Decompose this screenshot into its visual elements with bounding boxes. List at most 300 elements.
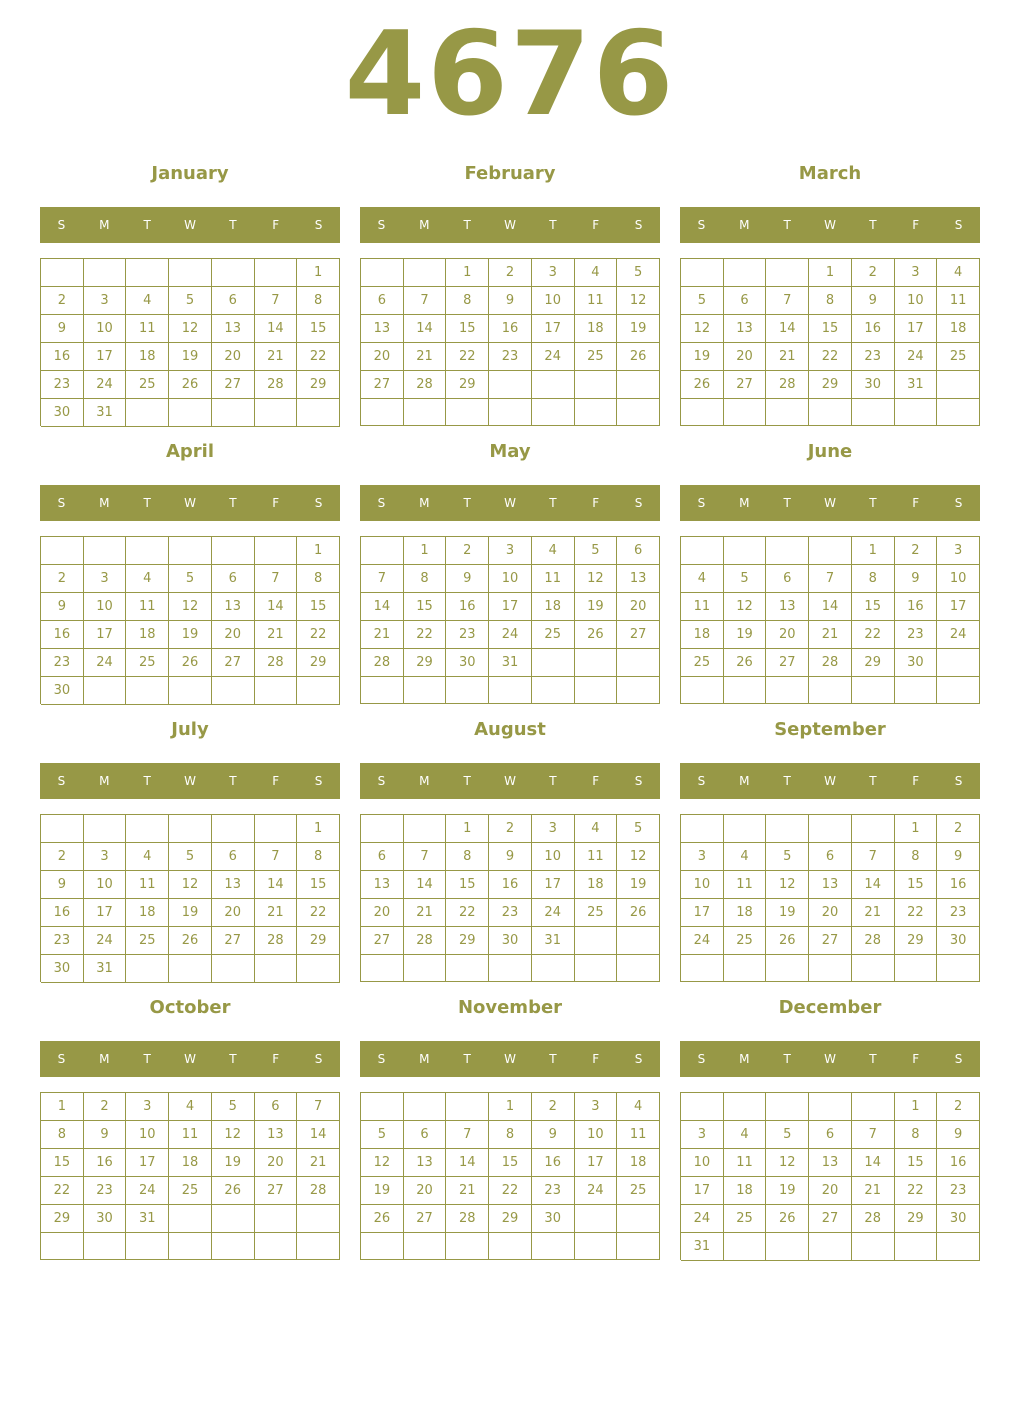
day-cell: 6 xyxy=(404,1121,447,1149)
empty-cell xyxy=(84,1233,127,1260)
day-cell: 25 xyxy=(532,621,575,649)
day-cell: 20 xyxy=(724,343,767,371)
weekday-label: S xyxy=(377,496,386,510)
day-cell: 3 xyxy=(532,259,575,287)
day-cell: 26 xyxy=(766,1205,809,1233)
weekday-header xyxy=(360,485,660,521)
weekday-label: S xyxy=(697,1052,706,1066)
day-cell: 14 xyxy=(852,1149,895,1177)
day-cell: 2 xyxy=(937,815,980,843)
day-cell: 15 xyxy=(297,593,340,621)
weekday-label: F xyxy=(272,496,280,510)
day-cell: 25 xyxy=(575,343,618,371)
empty-cell xyxy=(532,677,575,704)
day-cell: 10 xyxy=(489,565,532,593)
day-cell: 15 xyxy=(809,315,852,343)
empty-cell xyxy=(297,1205,340,1233)
day-cell: 6 xyxy=(212,565,255,593)
empty-cell xyxy=(212,815,255,843)
empty-cell xyxy=(361,815,404,843)
day-cell: 11 xyxy=(617,1121,660,1149)
day-cell: 8 xyxy=(404,565,447,593)
day-cell: 28 xyxy=(809,649,852,677)
day-cell: 13 xyxy=(361,315,404,343)
day-cell: 24 xyxy=(532,343,575,371)
day-cell: 10 xyxy=(681,871,724,899)
day-grid xyxy=(40,1092,340,1260)
day-cell: 19 xyxy=(681,343,724,371)
day-cell: 4 xyxy=(575,259,618,287)
day-cell: 30 xyxy=(41,677,84,705)
weekday-label: S xyxy=(57,496,66,510)
day-cell: 22 xyxy=(41,1177,84,1205)
day-cell: 25 xyxy=(126,371,169,399)
day-cell: 24 xyxy=(575,1177,618,1205)
day-cell: 31 xyxy=(84,955,127,983)
weekday-header xyxy=(40,1041,340,1077)
day-cell: 18 xyxy=(126,621,169,649)
day-cell: 16 xyxy=(895,593,938,621)
empty-cell xyxy=(404,955,447,982)
empty-cell xyxy=(852,1233,895,1261)
empty-cell xyxy=(575,649,618,677)
day-cell: 28 xyxy=(852,1205,895,1233)
empty-cell xyxy=(724,1093,767,1121)
empty-cell xyxy=(255,1233,298,1260)
day-cell: 21 xyxy=(361,621,404,649)
empty-cell xyxy=(852,677,895,704)
day-cell: 4 xyxy=(681,565,724,593)
empty-cell xyxy=(852,815,895,843)
day-cell: 9 xyxy=(489,843,532,871)
weekday-label: F xyxy=(272,1052,280,1066)
day-cell: 24 xyxy=(84,371,127,399)
day-cell: 6 xyxy=(361,843,404,871)
day-cell: 4 xyxy=(126,287,169,315)
weekday-label: M xyxy=(739,218,750,232)
empty-cell xyxy=(361,537,404,565)
day-cell: 26 xyxy=(617,899,660,927)
empty-cell xyxy=(532,399,575,426)
day-cell: 11 xyxy=(937,287,980,315)
day-cell: 30 xyxy=(895,649,938,677)
day-cell: 27 xyxy=(724,371,767,399)
day-cell: 7 xyxy=(852,1121,895,1149)
day-cell: 17 xyxy=(84,899,127,927)
day-cell: 21 xyxy=(852,1177,895,1205)
day-cell: 25 xyxy=(169,1177,212,1205)
empty-cell xyxy=(212,399,255,427)
empty-cell xyxy=(895,399,938,426)
weekday-label: W xyxy=(504,774,516,788)
day-cell: 2 xyxy=(446,537,489,565)
day-cell: 2 xyxy=(84,1093,127,1121)
day-cell: 19 xyxy=(766,899,809,927)
weekday-label: S xyxy=(634,496,643,510)
day-cell: 8 xyxy=(489,1121,532,1149)
day-cell: 4 xyxy=(126,565,169,593)
day-cell: 21 xyxy=(809,621,852,649)
day-cell: 30 xyxy=(937,927,980,955)
day-cell: 4 xyxy=(724,843,767,871)
weekday-label: S xyxy=(634,774,643,788)
day-cell: 23 xyxy=(41,371,84,399)
month-name: June xyxy=(807,441,853,462)
day-cell: 20 xyxy=(212,621,255,649)
day-cell: 18 xyxy=(724,1177,767,1205)
day-cell: 8 xyxy=(895,1121,938,1149)
day-cell: 5 xyxy=(681,287,724,315)
day-cell: 25 xyxy=(126,649,169,677)
day-cell: 13 xyxy=(809,1149,852,1177)
day-cell: 30 xyxy=(41,399,84,427)
weekday-label: T xyxy=(463,496,471,510)
weekday-label: S xyxy=(57,1052,66,1066)
day-grid xyxy=(360,814,660,982)
day-cell: 31 xyxy=(895,371,938,399)
day-cell: 14 xyxy=(297,1121,340,1149)
day-cell: 16 xyxy=(532,1149,575,1177)
weekday-label: T xyxy=(869,1052,877,1066)
day-cell: 3 xyxy=(575,1093,618,1121)
empty-cell xyxy=(937,649,980,677)
day-cell: 19 xyxy=(361,1177,404,1205)
weekday-label: T xyxy=(143,774,151,788)
day-cell: 11 xyxy=(126,315,169,343)
empty-cell xyxy=(446,677,489,704)
day-cell: 28 xyxy=(255,371,298,399)
day-cell: 24 xyxy=(532,899,575,927)
weekday-label: T xyxy=(143,1052,151,1066)
empty-cell xyxy=(489,399,532,426)
empty-cell xyxy=(575,399,618,426)
day-cell: 18 xyxy=(126,899,169,927)
empty-cell xyxy=(126,677,169,705)
empty-cell xyxy=(809,537,852,565)
weekday-header xyxy=(360,207,660,243)
weekday-label: F xyxy=(592,496,600,510)
day-cell: 20 xyxy=(361,899,404,927)
empty-cell xyxy=(575,677,618,704)
day-cell: 1 xyxy=(852,537,895,565)
day-cell: 19 xyxy=(212,1149,255,1177)
day-cell: 22 xyxy=(446,899,489,927)
day-cell: 12 xyxy=(766,871,809,899)
day-cell: 26 xyxy=(169,649,212,677)
weekday-header xyxy=(680,1041,980,1077)
day-cell: 7 xyxy=(361,565,404,593)
day-cell: 14 xyxy=(809,593,852,621)
empty-cell xyxy=(361,677,404,704)
empty-cell xyxy=(212,955,255,983)
weekday-label: T xyxy=(869,496,877,510)
weekday-label: W xyxy=(184,218,196,232)
empty-cell xyxy=(404,259,447,287)
day-cell: 18 xyxy=(575,315,618,343)
empty-cell xyxy=(255,815,298,843)
day-cell: 29 xyxy=(297,371,340,399)
day-cell: 6 xyxy=(724,287,767,315)
day-grid xyxy=(360,258,660,426)
empty-cell xyxy=(41,1233,84,1260)
weekday-label: T xyxy=(463,774,471,788)
day-cell: 26 xyxy=(169,927,212,955)
day-cell: 30 xyxy=(532,1205,575,1233)
empty-cell xyxy=(212,1233,255,1260)
empty-cell xyxy=(766,399,809,426)
empty-cell xyxy=(895,955,938,982)
weekday-label: W xyxy=(824,496,836,510)
day-cell: 2 xyxy=(532,1093,575,1121)
day-cell: 8 xyxy=(297,287,340,315)
day-cell: 27 xyxy=(404,1205,447,1233)
day-grid xyxy=(360,536,660,704)
empty-cell xyxy=(297,1233,340,1260)
day-cell: 27 xyxy=(361,927,404,955)
weekday-label: T xyxy=(229,218,237,232)
day-cell: 12 xyxy=(169,871,212,899)
day-cell: 28 xyxy=(361,649,404,677)
day-cell: 2 xyxy=(41,565,84,593)
empty-cell xyxy=(766,1093,809,1121)
day-cell: 27 xyxy=(617,621,660,649)
month-name: February xyxy=(464,163,556,184)
day-cell: 22 xyxy=(446,343,489,371)
weekday-label: S xyxy=(954,218,963,232)
day-cell: 27 xyxy=(212,927,255,955)
empty-cell xyxy=(681,955,724,982)
month-name: April xyxy=(165,441,215,462)
weekday-label: F xyxy=(592,774,600,788)
day-cell: 29 xyxy=(809,371,852,399)
weekday-label: S xyxy=(314,496,323,510)
weekday-label: M xyxy=(419,774,430,788)
weekday-header xyxy=(680,207,980,243)
empty-cell xyxy=(212,537,255,565)
empty-cell xyxy=(532,1233,575,1260)
weekday-header xyxy=(40,763,340,799)
day-cell: 6 xyxy=(766,565,809,593)
day-cell: 12 xyxy=(617,843,660,871)
empty-cell xyxy=(617,649,660,677)
day-cell: 21 xyxy=(446,1177,489,1205)
day-cell: 11 xyxy=(575,843,618,871)
empty-cell xyxy=(255,955,298,983)
day-cell: 7 xyxy=(255,565,298,593)
weekday-label: S xyxy=(377,218,386,232)
day-cell: 1 xyxy=(895,1093,938,1121)
day-cell: 9 xyxy=(41,871,84,899)
day-cell: 1 xyxy=(446,259,489,287)
day-cell: 13 xyxy=(212,593,255,621)
weekday-label: M xyxy=(99,774,110,788)
day-cell: 11 xyxy=(169,1121,212,1149)
day-cell: 9 xyxy=(489,287,532,315)
weekday-label: S xyxy=(634,218,643,232)
day-cell: 7 xyxy=(297,1093,340,1121)
weekday-label: T xyxy=(229,496,237,510)
weekday-label: T xyxy=(143,496,151,510)
day-cell: 30 xyxy=(446,649,489,677)
day-cell: 14 xyxy=(361,593,404,621)
empty-cell xyxy=(724,537,767,565)
day-cell: 14 xyxy=(446,1149,489,1177)
empty-cell xyxy=(575,955,618,982)
day-cell: 12 xyxy=(169,593,212,621)
day-cell: 9 xyxy=(446,565,489,593)
empty-cell xyxy=(681,1093,724,1121)
empty-cell xyxy=(169,537,212,565)
weekday-label: T xyxy=(229,1052,237,1066)
weekday-label: W xyxy=(504,1052,516,1066)
day-cell: 15 xyxy=(404,593,447,621)
day-cell: 28 xyxy=(446,1205,489,1233)
day-cell: 9 xyxy=(895,565,938,593)
empty-cell xyxy=(937,399,980,426)
day-cell: 12 xyxy=(766,1149,809,1177)
day-cell: 22 xyxy=(297,899,340,927)
empty-cell xyxy=(404,1233,447,1260)
day-cell: 2 xyxy=(489,259,532,287)
empty-cell xyxy=(852,1093,895,1121)
day-cell: 2 xyxy=(852,259,895,287)
day-cell: 10 xyxy=(84,871,127,899)
empty-cell xyxy=(724,259,767,287)
day-cell: 30 xyxy=(937,1205,980,1233)
empty-cell xyxy=(212,1205,255,1233)
weekday-label: S xyxy=(377,774,386,788)
day-cell: 9 xyxy=(852,287,895,315)
empty-cell xyxy=(724,1233,767,1261)
day-cell: 26 xyxy=(361,1205,404,1233)
day-cell: 2 xyxy=(489,815,532,843)
weekday-label: T xyxy=(549,496,557,510)
day-cell: 6 xyxy=(212,843,255,871)
day-cell: 28 xyxy=(404,927,447,955)
day-cell: 15 xyxy=(852,593,895,621)
weekday-label: T xyxy=(869,774,877,788)
empty-cell xyxy=(255,677,298,705)
day-cell: 5 xyxy=(724,565,767,593)
day-cell: 14 xyxy=(404,315,447,343)
day-cell: 18 xyxy=(681,621,724,649)
empty-cell xyxy=(766,677,809,704)
month-name: March xyxy=(798,163,862,184)
day-cell: 28 xyxy=(255,927,298,955)
day-cell: 9 xyxy=(41,593,84,621)
empty-cell xyxy=(297,677,340,705)
empty-cell xyxy=(212,259,255,287)
day-cell: 11 xyxy=(724,1149,767,1177)
day-cell: 17 xyxy=(489,593,532,621)
day-cell: 31 xyxy=(532,927,575,955)
day-cell: 4 xyxy=(169,1093,212,1121)
weekday-label: F xyxy=(272,774,280,788)
weekday-label: S xyxy=(314,218,323,232)
empty-cell xyxy=(681,399,724,426)
day-cell: 19 xyxy=(617,871,660,899)
day-cell: 12 xyxy=(681,315,724,343)
empty-cell xyxy=(575,1233,618,1260)
empty-cell xyxy=(809,677,852,704)
day-cell: 11 xyxy=(724,871,767,899)
day-cell: 26 xyxy=(724,649,767,677)
day-cell: 27 xyxy=(212,649,255,677)
day-cell: 1 xyxy=(809,259,852,287)
weekday-label: W xyxy=(824,218,836,232)
weekday-header xyxy=(360,763,660,799)
day-cell: 29 xyxy=(852,649,895,677)
day-cell: 16 xyxy=(937,1149,980,1177)
day-cell: 4 xyxy=(617,1093,660,1121)
day-cell: 15 xyxy=(297,315,340,343)
day-grid xyxy=(680,536,980,704)
empty-cell xyxy=(852,955,895,982)
day-cell: 6 xyxy=(212,287,255,315)
weekday-label: S xyxy=(954,1052,963,1066)
day-cell: 5 xyxy=(361,1121,404,1149)
day-cell: 15 xyxy=(297,871,340,899)
day-cell: 17 xyxy=(575,1149,618,1177)
day-cell: 18 xyxy=(575,871,618,899)
day-cell: 23 xyxy=(84,1177,127,1205)
weekday-label: S xyxy=(697,774,706,788)
empty-cell xyxy=(766,259,809,287)
weekday-label: T xyxy=(783,218,791,232)
weekday-label: F xyxy=(592,1052,600,1066)
day-cell: 19 xyxy=(617,315,660,343)
day-cell: 6 xyxy=(809,843,852,871)
empty-cell xyxy=(532,955,575,982)
day-cell: 4 xyxy=(724,1121,767,1149)
weekday-label: M xyxy=(419,1052,430,1066)
day-cell: 24 xyxy=(937,621,980,649)
empty-cell xyxy=(84,815,127,843)
weekday-label: F xyxy=(912,496,920,510)
empty-cell xyxy=(84,259,127,287)
weekday-label: S xyxy=(634,1052,643,1066)
weekday-label: T xyxy=(549,218,557,232)
day-cell: 19 xyxy=(724,621,767,649)
day-cell: 8 xyxy=(41,1121,84,1149)
day-cell: 31 xyxy=(84,399,127,427)
day-cell: 3 xyxy=(126,1093,169,1121)
empty-cell xyxy=(169,259,212,287)
empty-cell xyxy=(169,1205,212,1233)
weekday-label: T xyxy=(229,774,237,788)
day-cell: 1 xyxy=(446,815,489,843)
empty-cell xyxy=(809,815,852,843)
day-grid xyxy=(680,258,980,426)
day-cell: 3 xyxy=(895,259,938,287)
day-cell: 29 xyxy=(297,649,340,677)
day-cell: 9 xyxy=(937,1121,980,1149)
empty-cell xyxy=(617,927,660,955)
day-cell: 23 xyxy=(532,1177,575,1205)
day-cell: 15 xyxy=(41,1149,84,1177)
day-cell: 12 xyxy=(212,1121,255,1149)
day-cell: 12 xyxy=(361,1149,404,1177)
day-cell: 12 xyxy=(724,593,767,621)
empty-cell xyxy=(297,955,340,983)
day-cell: 22 xyxy=(297,343,340,371)
day-cell: 18 xyxy=(617,1149,660,1177)
weekday-label: T xyxy=(463,218,471,232)
empty-cell xyxy=(169,399,212,427)
day-cell: 14 xyxy=(255,315,298,343)
empty-cell xyxy=(255,259,298,287)
day-cell: 20 xyxy=(809,899,852,927)
